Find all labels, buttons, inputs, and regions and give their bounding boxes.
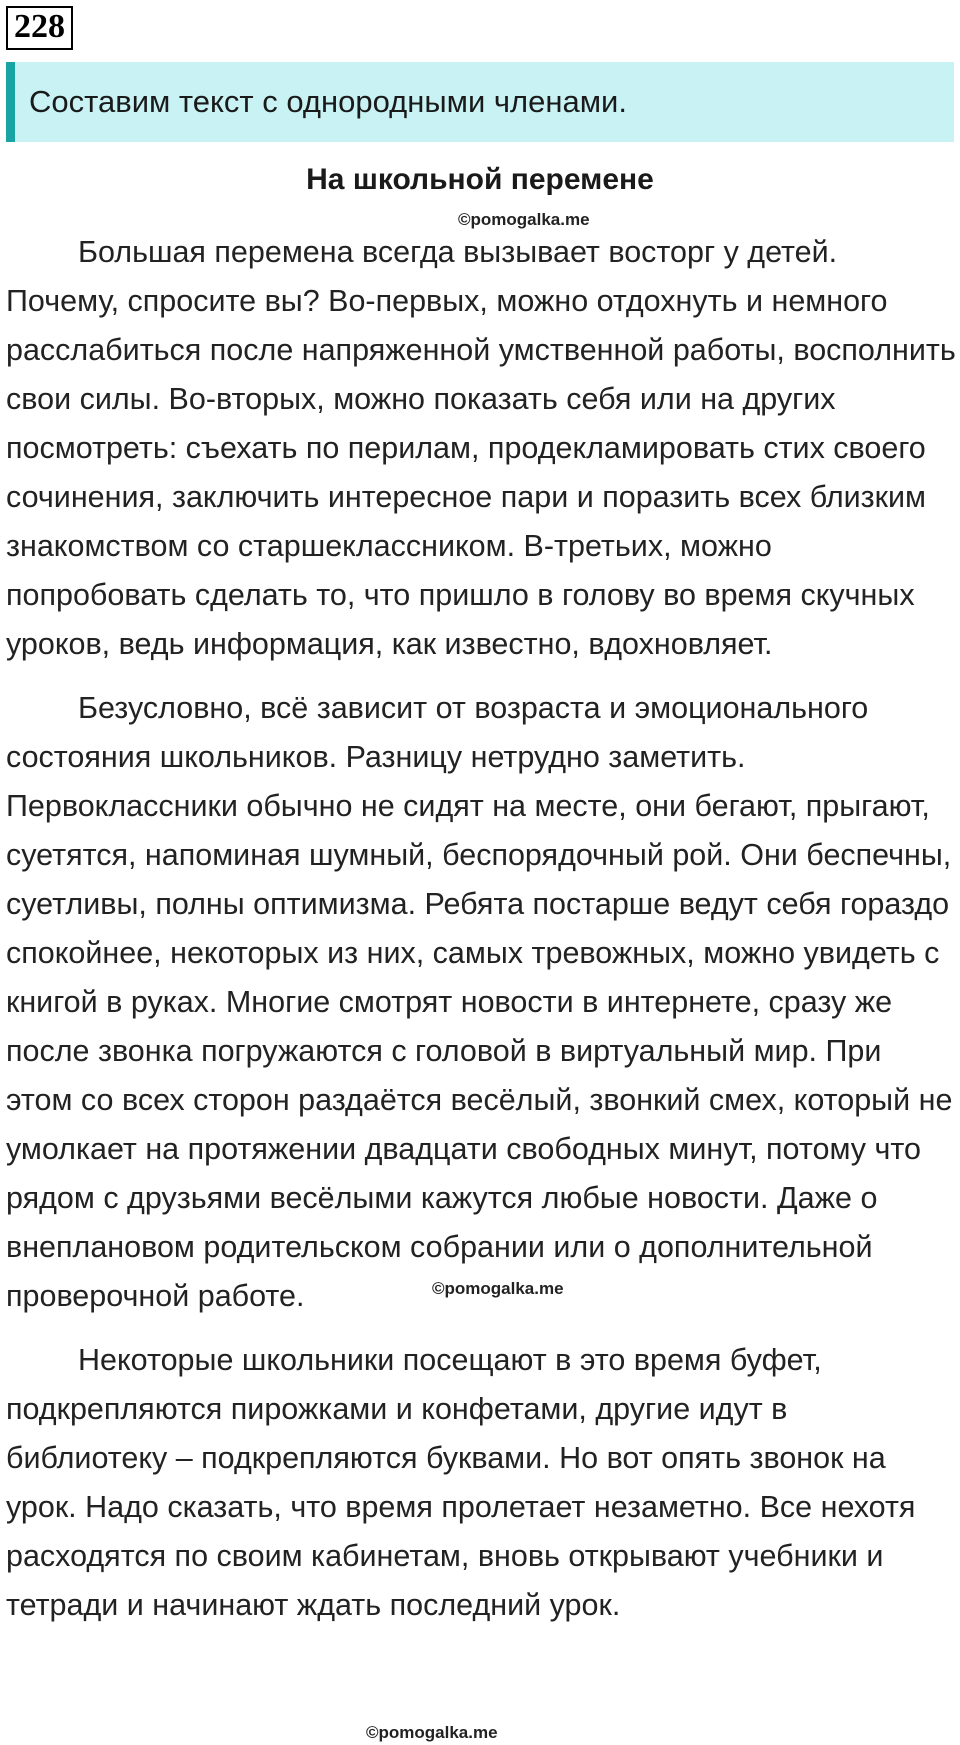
task-instruction-banner — [6, 62, 954, 142]
paragraph: Некоторые школьники посещают в это время буфет, подкрепляются пирожками и конфетами, другие идут в библиотеку – подкрепляются буквами. Но вот опять звонок на урок. Надо сказать, что время пролетает незаметно. Все нехотя расходятся по своим кабинетам, вновь открывают учебники и тетради и начинают ждать последний урок. — [6, 1343, 916, 1622]
task-number: 228 — [6, 6, 73, 50]
task-instruction: Составим текст с однородными членами. — [29, 84, 627, 119]
body-text — [6, 228, 956, 1645]
watermark: ©pomogalka.me — [432, 1279, 564, 1298]
text-title: На школьной перемене — [306, 163, 654, 196]
watermark: ©pomogalka.me — [458, 210, 590, 229]
paragraph: Большая перемена всегда вызывает восторг у детей. Почему, спросите вы? Во-первых, можно отдохнуть и немного расслабиться после напряженной умственной работы, восполнить свои силы. Во-вторых, можно показать себя или на других посмотреть: съехать по перилам, продекламировать стих своего сочинения, заключить интересное пари и поразить всех близким знакомством со старшеклассником. В-третьих, можно попробовать сделать то, что пришло в голову во время скучных уроков, ведь информация, как известно, вдохновляет. — [6, 235, 956, 661]
paragraph: Безусловно, всё зависит от возраста и эмоционального состояния школьников. Разницу нетрудно заметить. Первоклассники обычно не сидят на месте, они бегают, прыгают, суетятся, напоминая шумный, беспорядочный рой. Они беспечны, суетливы, полны оптимизма. Ребята постарше ведут себя гораздо спокойнее, некоторых из них, самых тревожных, можно увидеть с книгой в руках. Многие смотрят новости в интернете, сразу же после звонка погружаются с головой в виртуальный мир. При этом со всех сторон раздаётся весёлый, звонкий смех, который не умолкает на протяжении двадцати свободных минут, потому что рядом с друзьями весёлыми кажутся любые новости. Даже о внеплановом родительском собрании или о дополнительной проверочной работе. — [6, 691, 953, 1313]
watermark: ©pomogalka.me — [366, 1723, 498, 1742]
